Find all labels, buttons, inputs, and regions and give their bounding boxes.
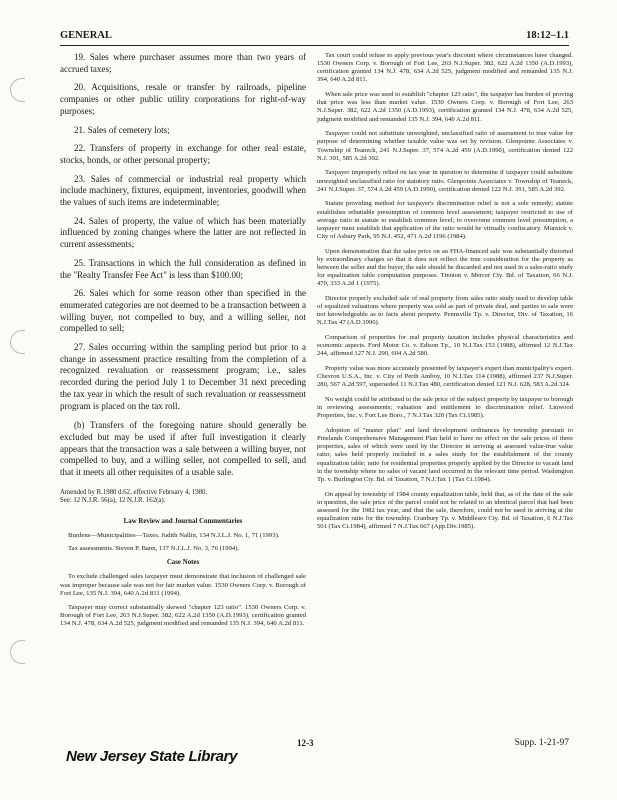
library-stamp-logo: New Jersey State Library — [66, 748, 238, 765]
case-note: Taxpayer may correct substantially skewed "chapter 123 ratio". 1530 Owners Corp. v. Borough of Fort Lee, 263 N.J.Super. 382, 622 A.2d 1350 (A.D.1993), certification granted 134 N.J. 478, 634 A.2d 525, judgment modified and remanded 135 N.J. 394, 640 A.2d 811. — [60, 603, 306, 628]
case-note: When sale price was used to establish "chapter 123 ratio", the taxpayer has burden of proving that price was less than market value. 1530 Owners Corp. v. Borough of Fort Lee, 263 N.J.Super. 382, 622 A.2d 1350 (A.D.1993), certification granted 134 N.J. 478, 634 A.2d 525, judgment modified and remanded 135 N.J. 394, 640 A.2d 811. — [317, 91, 573, 123]
section-number: 18:12–1.1 — [526, 30, 569, 41]
rule-item-21: 21. Sales of cemetery lots; — [74, 124, 170, 135]
case-note: Taxpayer improperly relied on tax year in question to determine if taxpayer could substitute unweighted unclassified ratio for statutory ratio. Glenpointe Associates v. Township of Teaneck, 241 N.J.Super. 37, 574 A.2d 459 (A.D.1990), certification denied 122 N.J. 391, 585 A.2d 392. — [317, 169, 573, 193]
case-note: Statute providing method for taxpayer's discrimination relief is not a sole remedy; statute establishes rebuttable presumption of common level assessment; taxpayer restricted to use of average ratio in statute to establish common level; to overcome common level presumption, a taxpayer must establish that application of the ratio would be virtually confiscatory. Murnick v. City of Asbury Park, 95 N.J. 452, 471 A.2d 1196 (1984). — [317, 200, 573, 240]
right-column — [317, 52, 573, 538]
binding-hole-mark — [10, 330, 25, 354]
case-note: Adoption of "master plan" and land development ordinances by township pursuant to Pinelands Comprehensive Management Plan held to have no effect on the sale prices of three properties, sales of which were used by the Director in arriving at assessed value-true value ratio; sales held properly included in a sales study for the establishment of the county equalization table; ratio for residential properties properly applied by the Director to vacant land in the township where no sales of vacant land occurred in the relevant time period. Washington Tp. v. Burlington Cty. Bd. of Taxation, 7 N.J.Tax 1 (Tax Ct.1984). — [317, 426, 573, 483]
law-review-entry: Tax assessments. Steven P. Bann, 137 N.J.L.J. No. 3, 76 (1994). — [68, 545, 240, 553]
case-notes-heading: Case Notes — [166, 559, 200, 567]
case-note: Tax court could refuse to apply previous year's discount where circumstances have changed. 1530 Owners Corp. v. Borough of Fort Lee, 263 N.J.Super. 382, 622 A.2d 1350 (A.D.1993), certification granted 134 N.J. 478, 634 A.2d 525, judgment modified and remanded 135 N.J. 394, 640 A.2d 811. — [317, 52, 573, 84]
header-rule — [60, 45, 569, 46]
rule-item-20: 20. Acquisitions, resale or transfer by railroads, pipeline companies or other public utility corporations for right-of-way purposes; — [60, 82, 306, 116]
amendment-reference: See: 12 N.J.R. 56(a), 12 N.J.R. 162(a). — [60, 497, 166, 505]
page-header — [60, 30, 569, 44]
case-note: Upon demonstration that the sales price on an FHA-financed sale was substantially distorted by extraordinary charges so that it does not reflect the true consideration for the property as between the seller and the buyer, the sale should be discarded and not used in a sales-ratio study for equalization table computation purposes. Trenton v. Mercer Cty. Bd. of Taxation, 66 N.J. 470, 333 A.2d 1 (1975). — [317, 247, 573, 288]
subsection-b: (b) Transfers of the foregoing nature should generally be excluded but may be used if after full investigation it clearly appears that the transaction was a sale between a willing buyer, not compelled to buy, and a willing seller, not compelled to sell, and that it meets all other requisites of a usable sale. — [60, 420, 306, 478]
supplement-date: Supp. 1-21-97 — [514, 738, 569, 748]
law-review-entry: Burdens—Municipalities—Taxes. Judith Nallin, 134 N.J.L.J. No. 1, 71 (1993). — [68, 531, 280, 539]
page-number: 12-3 — [297, 738, 314, 748]
left-column — [60, 52, 306, 634]
case-note: Property value was more accurately presented by taxpayer's expert than municipality's expert. Chevron U.S.A., Inc. v. City of Perth Amboy, 10 N.J.Tax 114 (1988), affirmed 237 N.J.Super. 280, 567 A.2d 597, superseded 11 N.J.Tax 480, certification denied 121 N.J. 628, 583 A.2d 324. — [317, 365, 573, 389]
case-note: No weight could be attributed to the sale price of the subject property by taxpayer to borough in reviewing assessments; valuation and entitlement to discrimination relief. Linwood Properties, Inc. v. Fort Lee Boro., 7 N.J.Tax 320 (Tax Ct.1985). — [317, 395, 573, 420]
rule-item-23: 23. Sales of commercial or industrial real property which include machinery, fixtures, equipment, inventories, goodwill when the values of such items are indeterminable; — [60, 173, 306, 208]
rule-item-22: 22. Transfers of property in exchange for other real estate, stocks, bonds, or other personal property; — [60, 143, 306, 165]
case-note: Comparison of properties for real property taxation includes physical characteristics and economic aspects. Ford Motor Co. v. Edison Tp., 10 N.J.Tax 153 (1988), affirmed 12 N.J.Tax 244, affirmed 127 N.J. 290, 604 A.2d 580. — [317, 334, 573, 358]
rule-item-24: 24. Sales of property, the value of which has been materially influenced by zoning changes where the latter are not reflected in current assessments; — [60, 215, 306, 250]
amendment-note — [60, 489, 306, 506]
binding-hole-mark — [10, 78, 25, 102]
case-note: To exclude challenged sales taxpayer must demonstrate that inclusion of challenged sale was improper because sale was not for fair market value. 1530 Owners Corp. v. Borough of Fort Lee, 135 N.J. 394, 640 A.2d 811 (1994). — [60, 573, 306, 598]
case-note: Director properly excluded sale of real property from sales ratio study used to develop table of equalized valuations where property was sold as part of private deal, and parties to sale were not knowledgeable as to facts about property. Pennsville Tp. v. Director, Div. of Taxation, 16 N.J.Tax 47 (A.D.1996). — [317, 294, 573, 327]
rule-item-25: 25. Transactions in which the full consideration as defined in the "Realty Transfer Fee Act" is less than $100.00; — [60, 257, 306, 280]
rule-item-26: 26. Sales which for some reason other than specified in the enumerated categories are not deemed to be a transaction between a willing buyer, not compelled to buy, and a willing seller, not compelled to sell; — [60, 288, 306, 334]
section-title: GENERAL — [60, 30, 112, 41]
case-note: On appeal by township of 1984 county equalization table, held that, as of the date of the sale in question, the sale price of the parcel could not be related to an identical parcel that had been assessed for the 1982 tax year, and that the sale, therefore, could not be used in arriving at the equalization ratio for the township. Cranbury Tp. v. Middlesex Cty. Bd. of Taxation, 6 N.J.Tax 501 (Tax Ct.1984), affirmed 7 N.J.Tax 667 (App.Div.1985). — [317, 490, 573, 531]
law-review-heading: Law Review and Journal Commentaries — [123, 517, 243, 525]
binding-hole-mark — [10, 640, 25, 664]
amendment-line: Amended by R.1980 d.62, effective February 4, 1980. — [60, 488, 208, 496]
rule-item-19: 19. Sales where purchaser assumes more than two years of accrued taxes; — [60, 52, 306, 74]
rule-item-27: 27. Sales occurring within the sampling period but prior to a change in assessment practice resulting from the completion of a recognized revaluation or reassessment program; i.e., sales recorded during the period July 1 to December 31 next preceding the tax year in which the result of such revaluation or reassessment program is placed on the tax roll. — [60, 342, 306, 411]
case-note: Taxpayer could not substitute unweighted, unclassified ratio of assessment to true value for purpose of determining whether taxable value was set by revision. Glenpointe Associates v. Township of Teaneck, 241 N.J.Super. 37, 574 A.2d 459 (A.D.1990), certification denied 122 N.J. 391, 585 A.2d 392. — [317, 130, 573, 162]
